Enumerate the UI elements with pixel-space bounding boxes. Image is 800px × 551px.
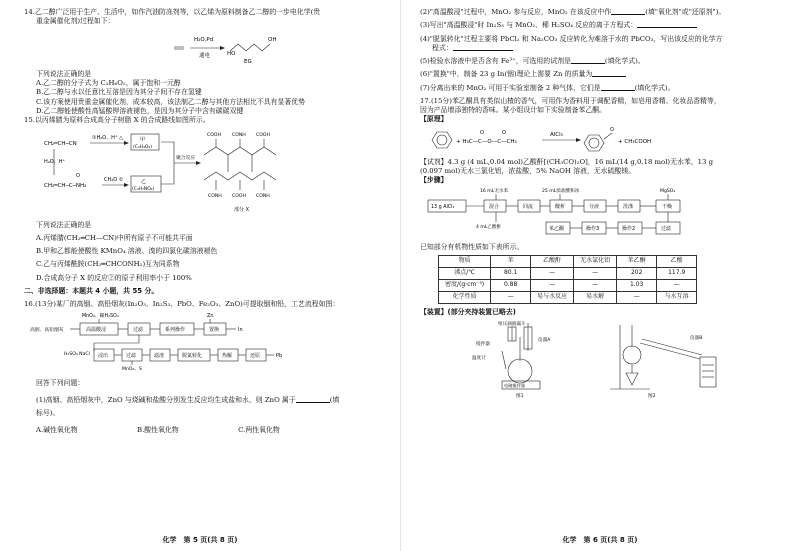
table-row <box>439 280 697 292</box>
q15-carbonyl-o: O <box>76 173 80 180</box>
steps-heading: 【步骤】 <box>420 176 448 185</box>
q16-reagent-1: MnO₂、稀H₂SO₄ <box>82 314 119 320</box>
step-reflux: 回流 <box>523 203 534 210</box>
table-cell: 80.1 <box>491 268 531 280</box>
anhydride-o-1: O <box>480 129 484 136</box>
q16-pb-product: Pb <box>276 353 283 360</box>
q16-part2 <box>420 8 786 17</box>
product-carbonyl-o: O <box>610 126 614 133</box>
ap-stirrer: 搅拌器 <box>476 342 490 348</box>
properties-table <box>438 255 697 304</box>
q15-jia-formula: (C₃H₄O₂) <box>133 145 152 151</box>
step-wash: 洗涤 <box>623 203 634 210</box>
q14-stem-cont: 重金属催化剂)过程如下： <box>36 17 115 26</box>
table-header: 苯 <box>491 256 531 268</box>
q14-eg-label: EG <box>244 58 252 65</box>
q15-copolymerization: 聚合反应 <box>176 156 196 162</box>
q15-polymer-label: 部分 X <box>234 207 250 214</box>
q16-zn: Zn <box>207 313 214 320</box>
anhydride-o-2: O <box>502 129 506 136</box>
q15-synthesis-route <box>24 125 384 217</box>
q16-part5-text: (5)检验水溶液中是否含有 Fe³⁺，可选用的试剂是 <box>420 57 571 65</box>
q15-stem: 15.以丙烯腈为原料合成高分子树脂 X 的合成路线如图所示。 <box>24 116 210 124</box>
q15-cooh-2: COOH <box>256 133 270 139</box>
right-footer: 化学 第 6 页(共 8 页) <box>562 535 638 544</box>
q16-box-dechlorination: 脱氯转化 <box>182 353 203 360</box>
table-cell: 易水解 <box>574 292 617 304</box>
q14-option-a: A.乙二醇的分子式为 C₂H₆O₂，属于饱和一元醇 <box>36 79 181 87</box>
q16-part6-text: (6)"置换"中，制备 23 g In(铟)理论上需要 Zn 的质量为 <box>420 70 593 79</box>
q16-part4-cont <box>420 44 786 53</box>
table-row <box>439 268 697 280</box>
q16-part2-tail: (填"氧化剂"或"还原剂")。 <box>645 8 726 16</box>
q14-eq-condition: 通电 <box>199 52 211 59</box>
q16-part7-blank[interactable] <box>601 85 635 91</box>
q16-part5-blank[interactable] <box>571 58 605 64</box>
q16-part4-cont-text: 程式： <box>432 43 453 52</box>
q15-yi: 乙 <box>141 179 147 186</box>
q14-option-c: C.该方案使用贵重金属催化剂，成本较高，该法制乙二醇与其他方法相比不具有显著优势 <box>36 97 306 106</box>
q15-option-b: B.甲和乙都能使酸性 KMnO₄ 溶液、溴的四氯化碳溶液褪色 <box>36 247 218 255</box>
q14-option-d: D.乙二醇能使酸性高锰酸钾溶液褪色，是因为其分子中含有碳碳双键 <box>36 106 244 115</box>
q16-option-c: C.两性氧化物 <box>238 426 280 435</box>
table-cell: 0.88 <box>491 280 531 292</box>
table-cell: — <box>531 268 574 280</box>
q17-stem-cont: 因为产品增添独特的香味。某小组设计如下实验制备苯乙酮。 <box>420 106 607 114</box>
q16-part5-tail: (填化学式)。 <box>604 57 645 65</box>
q16-waste: MnO₂、S <box>122 367 142 372</box>
q16-part1-blank[interactable] <box>296 397 330 403</box>
svg-text:HO: HO <box>227 50 236 57</box>
q16-part1 <box>24 396 388 405</box>
table-row <box>439 292 697 304</box>
q16-process-flow <box>24 309 384 371</box>
table-cell: — <box>574 280 617 292</box>
q16-stem: 16.(13分)某厂的高铟、高铅烟灰(In₂O₃、In₂S₃、PbO、Fe₂O₃、ZnO)可提取铟和铅，工艺流程如图： <box>24 300 340 308</box>
q15-acrylamide: CH₂═CH─C─NH₂ <box>44 183 87 190</box>
benzene-ring-reactant <box>432 132 452 148</box>
q16-in-product: In <box>238 327 243 334</box>
q16-part2-blank[interactable] <box>611 9 645 15</box>
q16-part3-blank[interactable] <box>637 22 697 28</box>
q15-acrylonitrile: CH₂═CH─CN <box>44 141 77 148</box>
table-cell: 202 <box>617 268 657 280</box>
q15-conh-3: CONH <box>256 194 270 200</box>
table-header: 物质 <box>439 256 491 268</box>
table-cell: 与水互溶 <box>657 292 697 304</box>
table-header: 苯乙酮 <box>617 256 657 268</box>
q17-procedure-flow <box>420 186 790 240</box>
ap-flask <box>508 359 532 383</box>
reaction-byproduct: + CH₃COOH <box>618 138 652 145</box>
table-cell: 密度/(g·cm⁻³) <box>439 280 491 292</box>
q16-box-series-ops: 系列操作 <box>165 327 186 334</box>
q15-cooh-1: COOH <box>207 133 221 139</box>
q15-step2: CH₂O ① <box>104 177 124 184</box>
reaction-catalyst: AlCl₃ <box>550 131 563 138</box>
section-2-heading: 二、非选择题：本题共 4 小题，共 55 分。 <box>24 286 159 295</box>
q16-part6-blank[interactable] <box>592 71 626 77</box>
q15-reagent: H₂O、H⁺ <box>44 159 66 166</box>
step-op3: 操作3 <box>586 225 600 232</box>
table-cell: — <box>491 292 531 304</box>
ap-receiver <box>700 357 716 387</box>
q15-ask: 下列说法正确的是 <box>36 220 92 229</box>
reagents-line-2: (0.097 mol)无水三氯化铝，浓盐酸，5% NaOH 溶液，无水硫酸镁。 <box>420 167 636 175</box>
q15-step1: ①H₂O、H⁺ △ <box>92 135 124 142</box>
q16-part7-tail: (填化学式)。 <box>634 83 675 92</box>
q16-box-filter-2: 过滤 <box>126 353 137 360</box>
q14-option-b: B.乙二醇与水以任意比互溶是因为其分子间不存在氢键 <box>36 88 202 97</box>
ap-distill-flask <box>623 346 641 364</box>
table-header-row <box>439 256 697 268</box>
figure-1-apparatus <box>472 320 551 399</box>
step-mgso4: MgSO₄ <box>660 188 676 194</box>
step-filter: 过滤 <box>661 225 672 232</box>
table-header: 无水氯化铝 <box>574 256 617 268</box>
q14-stem: 14.乙二醇广泛用于生产、生活中，如作汽油防冻剂等，以乙烯为原料制备乙二醇的一步电化学(贵 <box>24 8 321 16</box>
q16-part4-blank[interactable] <box>453 45 513 51</box>
step-separate: 分液 <box>589 203 600 210</box>
q16-part7-text: (7)分离出来的 MnO₂ 可用于实验室制备 2 种气体，它们是 <box>420 83 601 92</box>
step-acidify: 酸析 <box>555 203 566 210</box>
step-mix: 混合 <box>489 203 500 210</box>
ap-funnel-label: 恒压滴液漏斗 <box>498 322 526 328</box>
q15-conh-2: CONH <box>208 194 222 200</box>
table-header: 乙酸酐 <box>531 256 574 268</box>
q16-box-acid-leach: 高温酸浸 <box>86 327 107 334</box>
reagents-line-1: 【试剂】4.3 g (4 mL,0.04 mol)乙酸酐[(CH₃CO)₂O]，16 mL(14 g,0.18 mol)无水苯，13 g <box>420 157 714 166</box>
table-header: 乙酸 <box>657 256 697 268</box>
q16-box-filter-1: 过滤 <box>133 327 144 334</box>
q16-box-leach: 浸出 <box>98 353 109 360</box>
step-hcl-ice: 25 mL浓盐酸和冰 <box>542 188 580 194</box>
ap-inst-b: 仪器B <box>690 336 703 342</box>
step-op2: 操作2 <box>622 225 636 232</box>
q16-option-b: B.酸性氧化物 <box>137 426 179 435</box>
left-footer: 化学 第 5 页(共 8 页) <box>162 535 238 544</box>
table-cell: 1.03 <box>617 280 657 292</box>
right-page <box>400 0 800 551</box>
q16-part6 <box>420 70 786 79</box>
q17-reaction-principle <box>420 125 790 155</box>
anhydride-formula: + H₃C—C—O—C—CH₃ <box>456 138 517 145</box>
q16-part3-text: (3)写出"高温酸浸"时 In₂S₃ 与 MnO₂、稀 H₂SO₄ 反应的离子方程式： <box>420 21 638 30</box>
q16-reagent-2: H₂SO₄ NaCl <box>64 352 90 358</box>
q16-part1-cont: 标号)。 <box>36 409 60 417</box>
q16-ask: 回答下列问题： <box>36 378 85 387</box>
step-benzene: 16 mL无水苯 <box>480 188 509 194</box>
table-cell: 117.9 <box>657 268 697 280</box>
q16-part3 <box>420 21 786 30</box>
q15-cooh-3: COOH <box>232 194 246 200</box>
q16-raw-material: 高铟、高铅烟灰 <box>30 328 64 334</box>
q16-box-replace: 置换 <box>209 327 220 334</box>
svg-text:OH: OH <box>268 36 277 43</box>
q15-jia: 甲 <box>140 137 146 144</box>
q15-option-d: D.合成高分子 X 的反应②的原子利用率小于 100% <box>36 273 192 282</box>
step-product: 苯乙酮 <box>549 225 565 232</box>
q14-eq-reagent: H₂O,Pd <box>194 36 214 43</box>
q16-part1-tail: (填 <box>329 395 340 404</box>
q16-part1-options <box>24 426 388 435</box>
q16-part2-text: (2)"高温酸浸"过程中，MnO₂ 参与反应，MnO₂ 在该反应中作 <box>420 8 612 16</box>
table-cell: — <box>617 292 657 304</box>
table-cell: 沸点/℃ <box>439 268 491 280</box>
table-cell: — <box>531 280 574 292</box>
ap-fig2-caption: 图2 <box>648 394 656 400</box>
q16-part5 <box>420 57 786 66</box>
ap-thermometer: 温度计 <box>472 356 486 362</box>
apparatus-heading: 【装置】(部分夹持装置已略去) <box>420 308 516 316</box>
q17-stem: 17.(15分)苯乙酮具有类似山楂的香气，可用作为香料用于调配香精，如皂用香精、化妆品香精等， <box>420 96 721 105</box>
figure-2-apparatus <box>610 325 716 399</box>
q16-part4: (4)"脱氯转化"过程主要将 PbCl₂ 和 Na₂CO₃ 反应转化为难溶于水的 PbCO₃，写出该反应的化学方 <box>420 34 723 43</box>
step-dry: 干燥 <box>662 203 673 210</box>
props-intro: 已知部分有机物性质如下表所示。 <box>420 242 524 251</box>
q17-apparatus-figures <box>420 317 790 399</box>
table-cell: 易与水反应 <box>531 292 574 304</box>
q16-option-a: A.碱性氧化物 <box>36 426 78 435</box>
q16-box-residue: 滤渣 <box>154 353 165 360</box>
q16-part1-text: (1)高铟、高铅烟灰中，ZnO 与烧碱和盐酸分别发生反应均生成盐和水，则 ZnO 属于 <box>36 395 296 404</box>
ap-fig1-caption: 图1 <box>516 394 524 400</box>
q16-box-reduce: 还原 <box>250 353 261 360</box>
q15-option-a: A.丙烯腈(CH₂═CH—CN)中所有原子不可能共平面 <box>36 233 193 242</box>
q14-ask: 下列说法正确的是 <box>36 69 92 78</box>
principle-heading: 【原理】 <box>420 115 448 124</box>
table-cell: — <box>574 268 617 280</box>
q14-reaction-scheme <box>24 27 384 67</box>
ap-stir-plate-label: 电磁搅拌器 <box>504 383 525 389</box>
q15-conh-1: CONH <box>232 133 246 139</box>
q16-box-pyrolysis: 热解 <box>222 353 233 360</box>
step-anhydride: 4 mL乙酸酐 <box>476 224 502 230</box>
q15-option-c: C.乙与丙烯酰胺(CH₂═CHCONH₂)互为同系物 <box>36 260 180 269</box>
table-cell: — <box>657 280 697 292</box>
q15-yi-formula: (C₄H₇NO₂) <box>132 187 155 193</box>
benzene-ring-product <box>584 135 604 151</box>
q16-part7 <box>420 84 786 93</box>
step-alcl3: 13 g AlCl₃ <box>431 204 455 210</box>
ap-inst-a: 仪器A <box>538 338 551 344</box>
table-cell: 化学性质 <box>439 292 491 304</box>
